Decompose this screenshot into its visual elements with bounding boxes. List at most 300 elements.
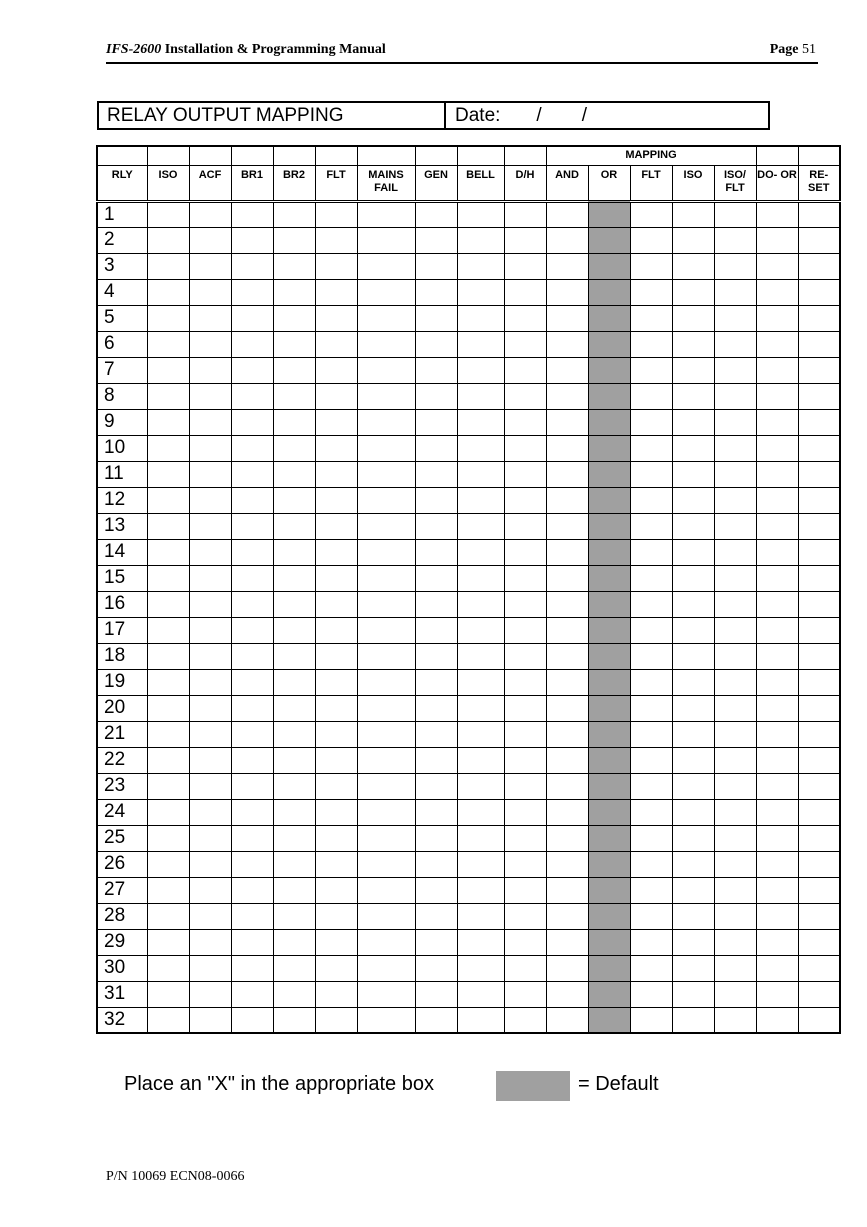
mapping-cell[interactable] <box>504 383 546 409</box>
mapping-cell[interactable] <box>457 435 504 461</box>
mapping-cell[interactable] <box>756 513 798 539</box>
mapping-cell[interactable] <box>546 643 588 669</box>
mapping-cell[interactable] <box>147 201 189 227</box>
mapping-cell[interactable] <box>630 357 672 383</box>
mapping-cell[interactable] <box>457 955 504 981</box>
mapping-cell[interactable] <box>231 903 273 929</box>
mapping-cell[interactable] <box>315 799 357 825</box>
mapping-cell[interactable] <box>231 409 273 435</box>
mapping-cell[interactable] <box>231 851 273 877</box>
mapping-cell[interactable] <box>756 331 798 357</box>
mapping-cell-default[interactable] <box>588 201 630 227</box>
mapping-cell[interactable] <box>415 435 457 461</box>
mapping-cell[interactable] <box>457 669 504 695</box>
mapping-cell[interactable] <box>189 461 231 487</box>
mapping-cell[interactable] <box>357 331 415 357</box>
mapping-cell[interactable] <box>415 565 457 591</box>
mapping-cell[interactable] <box>457 409 504 435</box>
mapping-cell[interactable] <box>315 383 357 409</box>
mapping-cell[interactable] <box>315 409 357 435</box>
mapping-cell[interactable] <box>315 929 357 955</box>
mapping-cell-default[interactable] <box>588 565 630 591</box>
mapping-cell[interactable] <box>672 1007 714 1033</box>
mapping-cell-default[interactable] <box>588 617 630 643</box>
mapping-cell[interactable] <box>357 591 415 617</box>
mapping-cell[interactable] <box>798 513 840 539</box>
mapping-cell[interactable] <box>315 643 357 669</box>
mapping-cell[interactable] <box>714 565 756 591</box>
mapping-cell[interactable] <box>504 409 546 435</box>
mapping-cell[interactable] <box>189 617 231 643</box>
mapping-cell[interactable] <box>189 565 231 591</box>
mapping-cell[interactable] <box>630 929 672 955</box>
mapping-cell[interactable] <box>504 721 546 747</box>
mapping-cell[interactable] <box>231 383 273 409</box>
mapping-cell[interactable] <box>231 539 273 565</box>
mapping-cell[interactable] <box>504 851 546 877</box>
mapping-cell[interactable] <box>189 409 231 435</box>
mapping-cell[interactable] <box>714 721 756 747</box>
mapping-cell[interactable] <box>273 799 315 825</box>
mapping-cell[interactable] <box>147 461 189 487</box>
mapping-cell[interactable] <box>457 981 504 1007</box>
mapping-cell[interactable] <box>231 773 273 799</box>
mapping-cell[interactable] <box>714 279 756 305</box>
mapping-cell[interactable] <box>756 747 798 773</box>
mapping-cell[interactable] <box>714 513 756 539</box>
mapping-cell[interactable] <box>630 877 672 903</box>
mapping-cell[interactable] <box>357 825 415 851</box>
mapping-cell[interactable] <box>457 539 504 565</box>
mapping-cell[interactable] <box>457 903 504 929</box>
mapping-cell[interactable] <box>147 383 189 409</box>
mapping-cell[interactable] <box>630 643 672 669</box>
mapping-cell[interactable] <box>189 1007 231 1033</box>
mapping-cell[interactable] <box>147 981 189 1007</box>
mapping-cell[interactable] <box>231 357 273 383</box>
mapping-cell-default[interactable] <box>588 695 630 721</box>
mapping-cell[interactable] <box>630 435 672 461</box>
mapping-cell-default[interactable] <box>588 1007 630 1033</box>
mapping-cell-default[interactable] <box>588 409 630 435</box>
mapping-cell[interactable] <box>357 903 415 929</box>
mapping-cell[interactable] <box>189 773 231 799</box>
mapping-cell[interactable] <box>273 201 315 227</box>
mapping-cell[interactable] <box>147 643 189 669</box>
mapping-cell[interactable] <box>756 721 798 747</box>
mapping-cell[interactable] <box>546 435 588 461</box>
mapping-cell[interactable] <box>231 825 273 851</box>
mapping-cell[interactable] <box>189 955 231 981</box>
mapping-cell[interactable] <box>672 851 714 877</box>
mapping-cell[interactable] <box>357 643 415 669</box>
mapping-cell[interactable] <box>504 747 546 773</box>
mapping-cell[interactable] <box>798 669 840 695</box>
mapping-cell[interactable] <box>457 513 504 539</box>
mapping-cell[interactable] <box>457 747 504 773</box>
mapping-cell[interactable] <box>798 305 840 331</box>
mapping-cell[interactable] <box>504 1007 546 1033</box>
mapping-cell[interactable] <box>457 643 504 669</box>
mapping-cell[interactable] <box>415 461 457 487</box>
mapping-cell[interactable] <box>231 695 273 721</box>
mapping-cell[interactable] <box>189 513 231 539</box>
mapping-cell-default[interactable] <box>588 435 630 461</box>
mapping-cell[interactable] <box>357 305 415 331</box>
mapping-cell[interactable] <box>231 461 273 487</box>
mapping-cell[interactable] <box>546 461 588 487</box>
mapping-cell[interactable] <box>504 825 546 851</box>
mapping-cell[interactable] <box>756 669 798 695</box>
mapping-cell[interactable] <box>672 669 714 695</box>
mapping-cell[interactable] <box>273 617 315 643</box>
mapping-cell[interactable] <box>147 851 189 877</box>
mapping-cell-default[interactable] <box>588 877 630 903</box>
mapping-cell[interactable] <box>546 331 588 357</box>
mapping-cell[interactable] <box>315 695 357 721</box>
mapping-cell[interactable] <box>231 981 273 1007</box>
mapping-cell[interactable] <box>273 903 315 929</box>
mapping-cell[interactable] <box>714 227 756 253</box>
mapping-cell[interactable] <box>415 773 457 799</box>
mapping-cell[interactable] <box>231 279 273 305</box>
mapping-cell[interactable] <box>798 487 840 513</box>
mapping-cell[interactable] <box>189 201 231 227</box>
mapping-cell[interactable] <box>415 487 457 513</box>
mapping-cell[interactable] <box>231 253 273 279</box>
mapping-cell[interactable] <box>756 929 798 955</box>
mapping-cell[interactable] <box>630 669 672 695</box>
mapping-cell[interactable] <box>273 825 315 851</box>
mapping-cell[interactable] <box>798 357 840 383</box>
mapping-cell[interactable] <box>630 409 672 435</box>
mapping-cell[interactable] <box>457 929 504 955</box>
mapping-cell[interactable] <box>630 617 672 643</box>
mapping-cell[interactable] <box>546 955 588 981</box>
mapping-cell[interactable] <box>672 981 714 1007</box>
mapping-cell[interactable] <box>357 201 415 227</box>
mapping-cell[interactable] <box>546 591 588 617</box>
mapping-cell[interactable] <box>798 565 840 591</box>
mapping-cell[interactable] <box>672 903 714 929</box>
mapping-cell[interactable] <box>630 773 672 799</box>
mapping-cell[interactable] <box>357 383 415 409</box>
mapping-cell[interactable] <box>273 461 315 487</box>
mapping-cell[interactable] <box>273 721 315 747</box>
mapping-cell[interactable] <box>357 747 415 773</box>
mapping-cell[interactable] <box>457 331 504 357</box>
mapping-cell[interactable] <box>756 227 798 253</box>
mapping-cell[interactable] <box>231 643 273 669</box>
mapping-cell[interactable] <box>315 201 357 227</box>
mapping-cell[interactable] <box>756 591 798 617</box>
mapping-cell[interactable] <box>415 695 457 721</box>
mapping-cell[interactable] <box>798 253 840 279</box>
mapping-cell[interactable] <box>415 643 457 669</box>
mapping-cell[interactable] <box>504 643 546 669</box>
mapping-cell[interactable] <box>672 513 714 539</box>
mapping-cell[interactable] <box>273 279 315 305</box>
mapping-cell[interactable] <box>546 877 588 903</box>
mapping-cell-default[interactable] <box>588 851 630 877</box>
mapping-cell[interactable] <box>147 929 189 955</box>
mapping-cell[interactable] <box>415 357 457 383</box>
mapping-cell[interactable] <box>231 435 273 461</box>
mapping-cell[interactable] <box>630 747 672 773</box>
mapping-cell[interactable] <box>147 669 189 695</box>
mapping-cell[interactable] <box>630 565 672 591</box>
mapping-cell[interactable] <box>231 721 273 747</box>
mapping-cell[interactable] <box>672 565 714 591</box>
mapping-cell-default[interactable] <box>588 487 630 513</box>
mapping-cell[interactable] <box>415 279 457 305</box>
mapping-cell[interactable] <box>714 981 756 1007</box>
mapping-cell[interactable] <box>231 747 273 773</box>
mapping-cell[interactable] <box>189 253 231 279</box>
mapping-cell[interactable] <box>457 877 504 903</box>
mapping-cell[interactable] <box>189 357 231 383</box>
mapping-cell[interactable] <box>630 903 672 929</box>
mapping-cell[interactable] <box>714 253 756 279</box>
mapping-cell[interactable] <box>231 305 273 331</box>
mapping-cell[interactable] <box>231 955 273 981</box>
mapping-cell[interactable] <box>798 461 840 487</box>
mapping-cell[interactable] <box>672 929 714 955</box>
mapping-cell[interactable] <box>672 643 714 669</box>
mapping-cell[interactable] <box>756 565 798 591</box>
mapping-cell[interactable] <box>714 825 756 851</box>
mapping-cell[interactable] <box>147 331 189 357</box>
mapping-cell[interactable] <box>273 539 315 565</box>
mapping-cell[interactable] <box>714 955 756 981</box>
mapping-cell[interactable] <box>756 695 798 721</box>
mapping-cell[interactable] <box>147 1007 189 1033</box>
mapping-cell[interactable] <box>415 331 457 357</box>
mapping-cell[interactable] <box>714 461 756 487</box>
mapping-cell[interactable] <box>457 617 504 643</box>
mapping-cell[interactable] <box>415 383 457 409</box>
mapping-cell[interactable] <box>147 773 189 799</box>
mapping-cell[interactable] <box>546 981 588 1007</box>
mapping-cell[interactable] <box>415 981 457 1007</box>
mapping-cell[interactable] <box>756 409 798 435</box>
mapping-cell[interactable] <box>504 695 546 721</box>
mapping-cell[interactable] <box>672 799 714 825</box>
mapping-cell[interactable] <box>714 487 756 513</box>
mapping-cell[interactable] <box>672 201 714 227</box>
mapping-cell[interactable] <box>457 227 504 253</box>
mapping-cell[interactable] <box>714 409 756 435</box>
mapping-cell[interactable] <box>546 903 588 929</box>
mapping-cell[interactable] <box>457 799 504 825</box>
mapping-cell[interactable] <box>504 227 546 253</box>
mapping-cell[interactable] <box>756 539 798 565</box>
mapping-cell[interactable] <box>273 253 315 279</box>
mapping-cell[interactable] <box>415 305 457 331</box>
mapping-cell[interactable] <box>189 227 231 253</box>
mapping-cell[interactable] <box>630 513 672 539</box>
mapping-cell[interactable] <box>273 331 315 357</box>
mapping-cell[interactable] <box>714 383 756 409</box>
mapping-cell[interactable] <box>231 513 273 539</box>
mapping-cell[interactable] <box>504 487 546 513</box>
mapping-cell[interactable] <box>315 487 357 513</box>
mapping-cell[interactable] <box>798 851 840 877</box>
mapping-cell-default[interactable] <box>588 461 630 487</box>
mapping-cell[interactable] <box>798 1007 840 1033</box>
mapping-cell[interactable] <box>756 305 798 331</box>
mapping-cell[interactable] <box>672 955 714 981</box>
mapping-cell[interactable] <box>273 955 315 981</box>
mapping-cell[interactable] <box>756 357 798 383</box>
mapping-cell[interactable] <box>630 955 672 981</box>
mapping-cell[interactable] <box>756 253 798 279</box>
mapping-cell[interactable] <box>630 981 672 1007</box>
mapping-cell[interactable] <box>504 591 546 617</box>
mapping-cell[interactable] <box>315 331 357 357</box>
mapping-cell[interactable] <box>546 487 588 513</box>
mapping-cell[interactable] <box>147 747 189 773</box>
mapping-cell[interactable] <box>273 1007 315 1033</box>
mapping-cell[interactable] <box>504 461 546 487</box>
mapping-cell[interactable] <box>147 799 189 825</box>
mapping-cell[interactable] <box>504 201 546 227</box>
mapping-cell-default[interactable] <box>588 331 630 357</box>
mapping-cell[interactable] <box>273 435 315 461</box>
mapping-cell[interactable] <box>672 721 714 747</box>
mapping-cell-default[interactable] <box>588 357 630 383</box>
mapping-cell[interactable] <box>504 331 546 357</box>
mapping-cell[interactable] <box>504 305 546 331</box>
mapping-cell[interactable] <box>457 253 504 279</box>
mapping-cell[interactable] <box>357 279 415 305</box>
mapping-cell[interactable] <box>756 981 798 1007</box>
mapping-cell[interactable] <box>415 253 457 279</box>
mapping-cell[interactable] <box>273 513 315 539</box>
mapping-cell[interactable] <box>798 721 840 747</box>
mapping-cell[interactable] <box>504 357 546 383</box>
mapping-cell[interactable] <box>630 487 672 513</box>
mapping-cell[interactable] <box>546 799 588 825</box>
mapping-cell[interactable] <box>546 253 588 279</box>
mapping-cell[interactable] <box>357 773 415 799</box>
mapping-cell[interactable] <box>415 1007 457 1033</box>
mapping-cell[interactable] <box>457 851 504 877</box>
mapping-cell[interactable] <box>415 929 457 955</box>
mapping-cell[interactable] <box>672 383 714 409</box>
mapping-cell[interactable] <box>315 617 357 643</box>
mapping-cell[interactable] <box>546 721 588 747</box>
mapping-cell[interactable] <box>189 695 231 721</box>
mapping-cell[interactable] <box>189 539 231 565</box>
mapping-cell[interactable] <box>714 435 756 461</box>
mapping-cell[interactable] <box>457 279 504 305</box>
mapping-cell[interactable] <box>798 825 840 851</box>
mapping-cell[interactable] <box>147 435 189 461</box>
mapping-cell[interactable] <box>315 773 357 799</box>
mapping-cell[interactable] <box>357 227 415 253</box>
mapping-cell[interactable] <box>147 409 189 435</box>
mapping-cell[interactable] <box>147 695 189 721</box>
mapping-cell[interactable] <box>714 773 756 799</box>
mapping-cell[interactable] <box>189 903 231 929</box>
mapping-cell-default[interactable] <box>588 799 630 825</box>
mapping-cell[interactable] <box>546 669 588 695</box>
mapping-cell[interactable] <box>756 461 798 487</box>
mapping-cell[interactable] <box>315 357 357 383</box>
mapping-cell[interactable] <box>672 357 714 383</box>
mapping-cell[interactable] <box>315 903 357 929</box>
mapping-cell[interactable] <box>504 669 546 695</box>
mapping-cell[interactable] <box>798 955 840 981</box>
mapping-cell[interactable] <box>798 643 840 669</box>
mapping-cell[interactable] <box>457 773 504 799</box>
mapping-cell[interactable] <box>315 227 357 253</box>
mapping-cell[interactable] <box>357 981 415 1007</box>
mapping-cell[interactable] <box>504 565 546 591</box>
mapping-cell[interactable] <box>546 1007 588 1033</box>
mapping-cell[interactable] <box>756 955 798 981</box>
mapping-cell[interactable] <box>457 357 504 383</box>
mapping-cell[interactable] <box>357 539 415 565</box>
mapping-cell-default[interactable] <box>588 721 630 747</box>
mapping-cell[interactable] <box>273 357 315 383</box>
mapping-cell[interactable] <box>798 539 840 565</box>
mapping-cell[interactable] <box>231 929 273 955</box>
mapping-cell[interactable] <box>273 669 315 695</box>
mapping-cell[interactable] <box>672 331 714 357</box>
mapping-cell[interactable] <box>231 487 273 513</box>
mapping-cell[interactable] <box>630 799 672 825</box>
mapping-cell[interactable] <box>147 357 189 383</box>
mapping-cell[interactable] <box>457 825 504 851</box>
mapping-cell[interactable] <box>357 565 415 591</box>
mapping-cell[interactable] <box>357 929 415 955</box>
mapping-cell[interactable] <box>457 201 504 227</box>
mapping-cell[interactable] <box>457 383 504 409</box>
mapping-cell[interactable] <box>798 591 840 617</box>
mapping-cell[interactable] <box>546 357 588 383</box>
mapping-cell[interactable] <box>315 851 357 877</box>
mapping-cell[interactable] <box>798 747 840 773</box>
mapping-cell[interactable] <box>756 877 798 903</box>
mapping-cell[interactable] <box>504 279 546 305</box>
mapping-cell[interactable] <box>546 201 588 227</box>
mapping-cell[interactable] <box>504 617 546 643</box>
mapping-cell[interactable] <box>714 305 756 331</box>
mapping-cell[interactable] <box>630 1007 672 1033</box>
mapping-cell[interactable] <box>415 201 457 227</box>
mapping-cell[interactable] <box>546 409 588 435</box>
mapping-cell[interactable] <box>546 539 588 565</box>
mapping-cell[interactable] <box>315 747 357 773</box>
mapping-cell[interactable] <box>147 617 189 643</box>
mapping-cell[interactable] <box>273 851 315 877</box>
mapping-cell[interactable] <box>273 929 315 955</box>
mapping-cell[interactable] <box>714 669 756 695</box>
mapping-cell-default[interactable] <box>588 383 630 409</box>
mapping-cell[interactable] <box>756 617 798 643</box>
mapping-cell[interactable] <box>756 799 798 825</box>
mapping-cell[interactable] <box>798 799 840 825</box>
mapping-cell-default[interactable] <box>588 825 630 851</box>
mapping-cell[interactable] <box>714 331 756 357</box>
mapping-cell[interactable] <box>798 695 840 721</box>
mapping-cell[interactable] <box>457 305 504 331</box>
mapping-cell[interactable] <box>504 955 546 981</box>
mapping-cell[interactable] <box>630 201 672 227</box>
mapping-cell[interactable] <box>415 903 457 929</box>
